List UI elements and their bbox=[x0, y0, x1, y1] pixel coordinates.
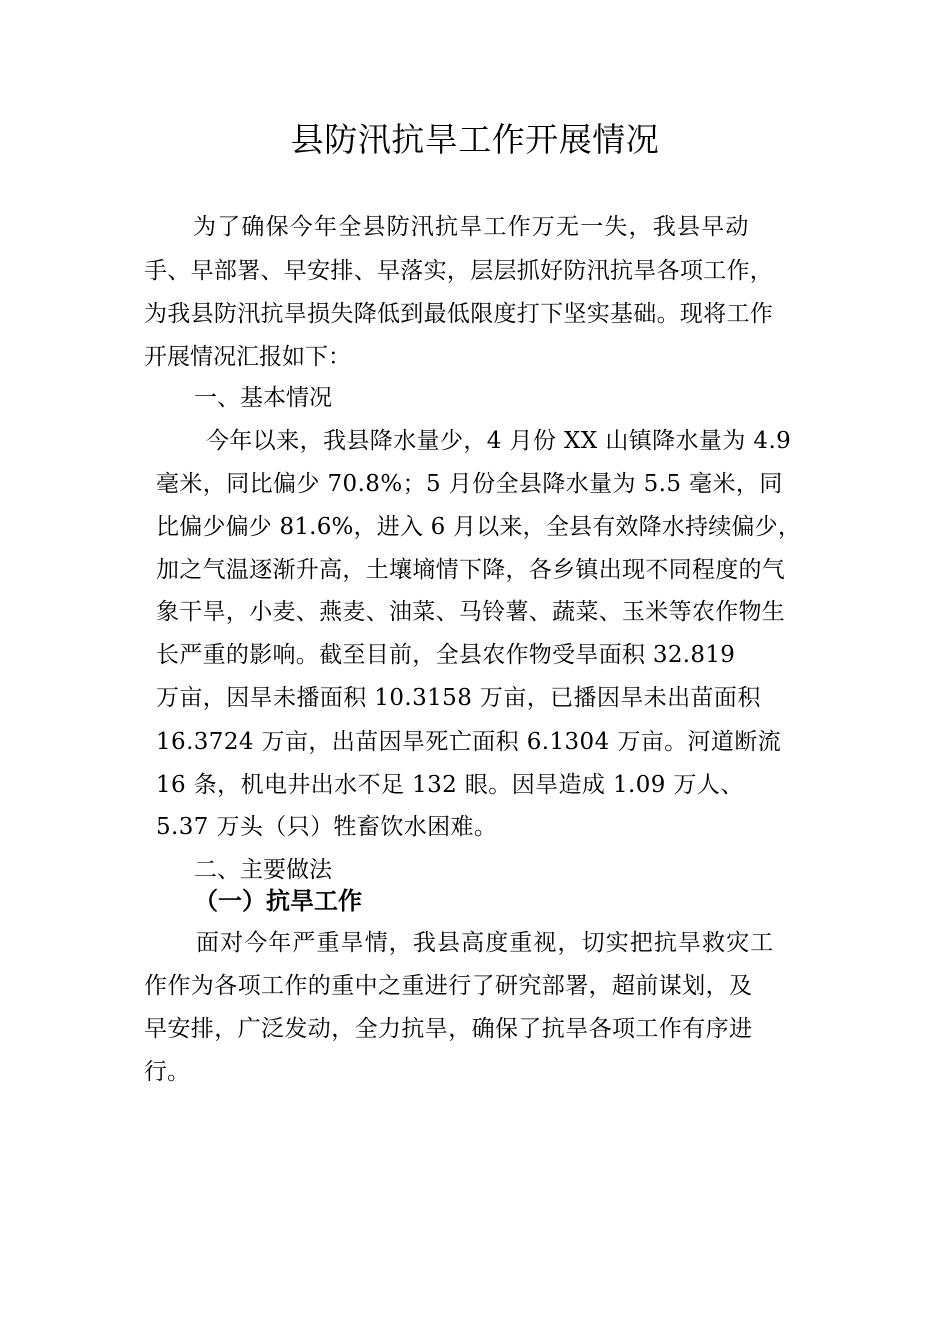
intro-line-1: 为了确保今年全县防汛抗旱工作万无一失，我县早动 bbox=[193, 214, 750, 240]
section1-line-2: 毫米，同比偏少 70.8%；5 月份全县降水量为 5.5 毫米，同 bbox=[156, 471, 783, 497]
section1-line-6: 长严重的影响。截至目前，全县农作物受旱面积 32.819 bbox=[156, 642, 736, 668]
section1-line-9: 16 条，机电井出水不足 132 眼。因旱造成 1.09 万人、 bbox=[156, 772, 744, 798]
section1-line-5: 象干旱，小麦、燕麦、油菜、马铃薯、蔬菜、玉米等农作物生 bbox=[156, 599, 786, 625]
section1-line-1: 今年以来，我县降水量少，4 月份 XX 山镇降水量为 4.9 bbox=[206, 428, 792, 454]
subsection1-line-2: 作作为各项工作的重中之重进行了研究部署，超前谋划，及 bbox=[144, 973, 753, 999]
subsection1-line-4: 行。 bbox=[144, 1059, 190, 1085]
section-heading-main-practices: 二、主要做法 bbox=[194, 857, 332, 883]
section1-line-8: 16.3724 万亩，出苗因旱死亡面积 6.1304 万亩。河道断流 bbox=[156, 729, 782, 755]
section1-line-7: 万亩，因旱未播面积 10.3158 万亩，已播因旱未出苗面积 bbox=[156, 685, 761, 711]
subsection1-line-1: 面对今年严重旱情，我县高度重视，切实把抗旱救灾工 bbox=[196, 930, 775, 956]
document-title: 县防汛抗旱工作开展情况 bbox=[290, 120, 660, 159]
intro-line-2: 手、早部署、早安排、早落实，层层抓好防汛抗旱各项工作， bbox=[144, 258, 774, 284]
subsection-heading-drought-work: （一）抗旱工作 bbox=[194, 887, 362, 915]
section1-line-4: 加之气温逐渐升高，土壤墒情下降，各乡镇出现不同程度的气 bbox=[156, 557, 786, 583]
intro-line-4: 开展情况汇报如下： bbox=[144, 344, 351, 370]
intro-line-3: 为我县防汛抗旱损失降低到最低限度打下坚实基础。现将工作 bbox=[144, 301, 774, 327]
section1-line-3: 比偏少偏少 81.6%，进入 6 月以来，全县有效降水持续偏少， bbox=[156, 514, 802, 540]
section1-line-10: 5.37 万头（只）牲畜饮水困难。 bbox=[156, 814, 498, 840]
subsection1-line-3: 早安排，广泛发动，全力抗旱，确保了抗旱各项工作有序进 bbox=[144, 1016, 753, 1042]
section-heading-basic-situation: 一、基本情况 bbox=[194, 385, 332, 411]
